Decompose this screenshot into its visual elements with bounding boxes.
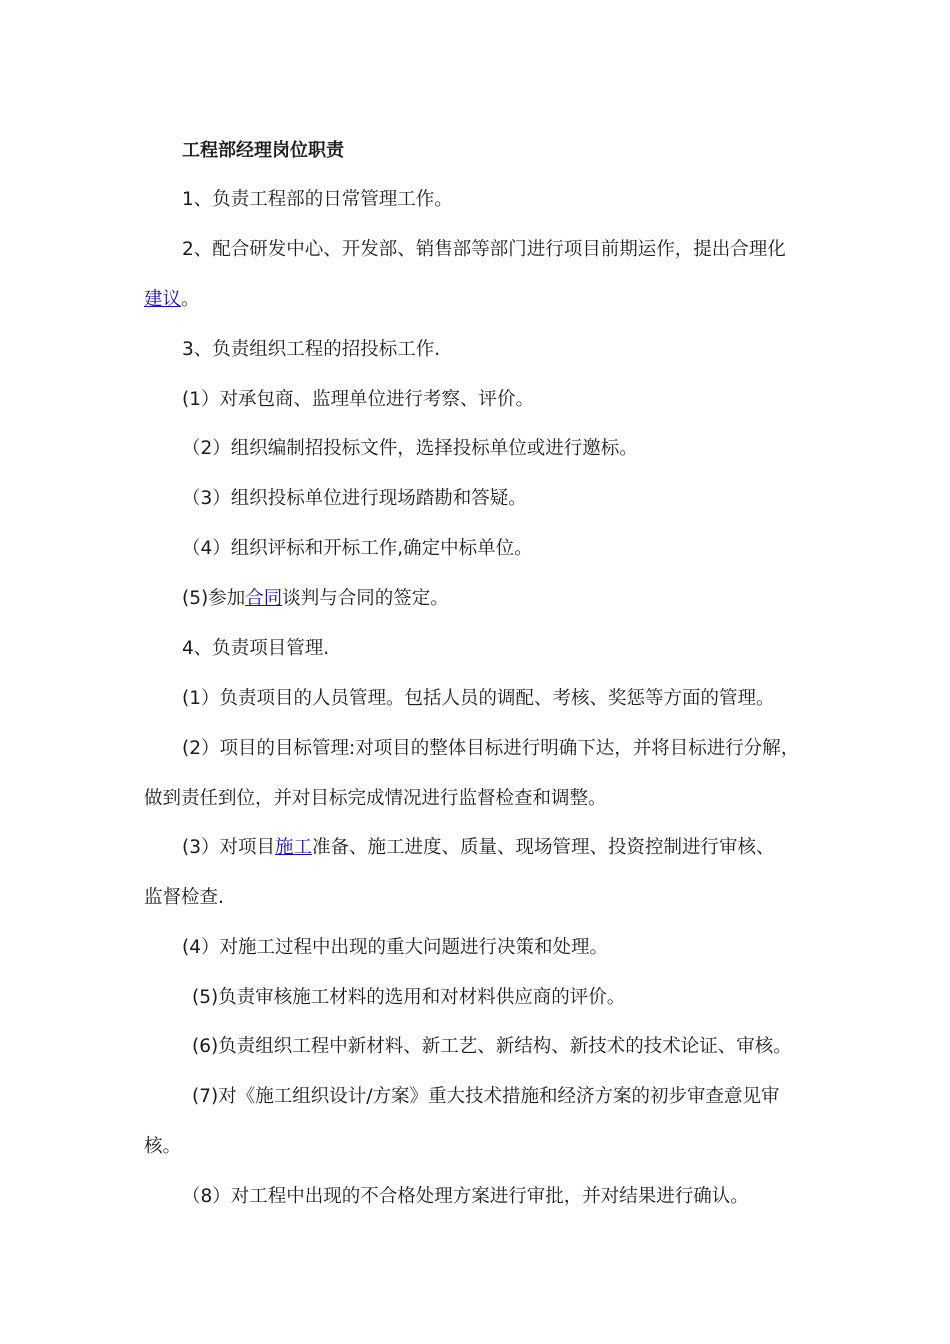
paragraph-item-2: 2、配合研发中心、开发部、销售部等部门进行项目前期运作，提出合理化: [182, 239, 786, 260]
paragraph-item-2-cont: [144, 288, 200, 312]
paragraph-text: 准备、施工进度、质量、现场管理、投资控制进行审核、: [312, 837, 775, 858]
paragraph-item-3: 3、负责组织工程的招投标工作.: [182, 339, 441, 360]
paragraph-item-3-2: （2）组织编制招投标文件，选择投标单位或进行邀标。: [182, 438, 638, 459]
paragraph-item-3-5: [182, 587, 449, 611]
paragraph-item-4-3: [182, 836, 775, 860]
paragraph-item-4-8: （8）对工程中出现的不合格处理方案进行审批，并对结果进行确认。: [182, 1186, 749, 1207]
paragraph-item-1: 1、负责工程部的日常管理工作。: [182, 189, 453, 210]
link-shigong[interactable]: 施工: [275, 837, 313, 858]
paragraph-item-4-6: (6)负责组织工程中新材料、新工艺、新结构、新技术的技术论证、审核。: [192, 1036, 792, 1057]
paragraph-text: (3）对项目: [182, 837, 275, 858]
paragraph-item-4-3-cont: 监督检查.: [144, 887, 224, 908]
paragraph-text: 谈判与合同的签定。: [282, 588, 449, 609]
paragraph-item-4-2-cont: 做到责任到位，并对目标完成情况进行监督检查和调整。: [144, 788, 607, 809]
paragraph-item-4-5: (5)负责审核施工材料的选用和对材料供应商的评价。: [192, 987, 626, 1008]
paragraph-item-3-1: (1）对承包商、监理单位进行考察、评价。: [182, 389, 534, 410]
paragraph-item-4-4: (4）对施工过程中出现的重大问题进行决策和处理。: [182, 937, 608, 958]
paragraph-item-3-3: （3）组织投标单位进行现场踏勘和答疑。: [182, 488, 527, 509]
paragraph-item-4-2: (2）项目的目标管理:对项目的整体目标进行明确下达，并将目标进行分解，: [182, 738, 800, 759]
paragraph-item-4: 4、负责项目管理.: [182, 638, 330, 659]
paragraph-item-4-7-cont: 核。: [144, 1136, 182, 1157]
link-hetong[interactable]: 合同: [245, 588, 283, 609]
paragraph-text: (5)参加: [182, 588, 246, 609]
paragraph-item-4-1: (1）负责项目的人员管理。包括人员的调配、考核、奖惩等方面的管理。: [182, 688, 775, 709]
paragraph-item-3-4: （4）组织评标和开标工作,确定中标单位。: [182, 538, 533, 559]
paragraph-text: 。: [181, 289, 200, 310]
document-title: 工程部经理岗位职责: [182, 140, 344, 161]
paragraph-item-4-7: (7)对《施工组织设计/方案》重大技术措施和经济方案的初步审查意见审: [192, 1086, 780, 1107]
link-jianyi[interactable]: 建议: [144, 289, 182, 310]
